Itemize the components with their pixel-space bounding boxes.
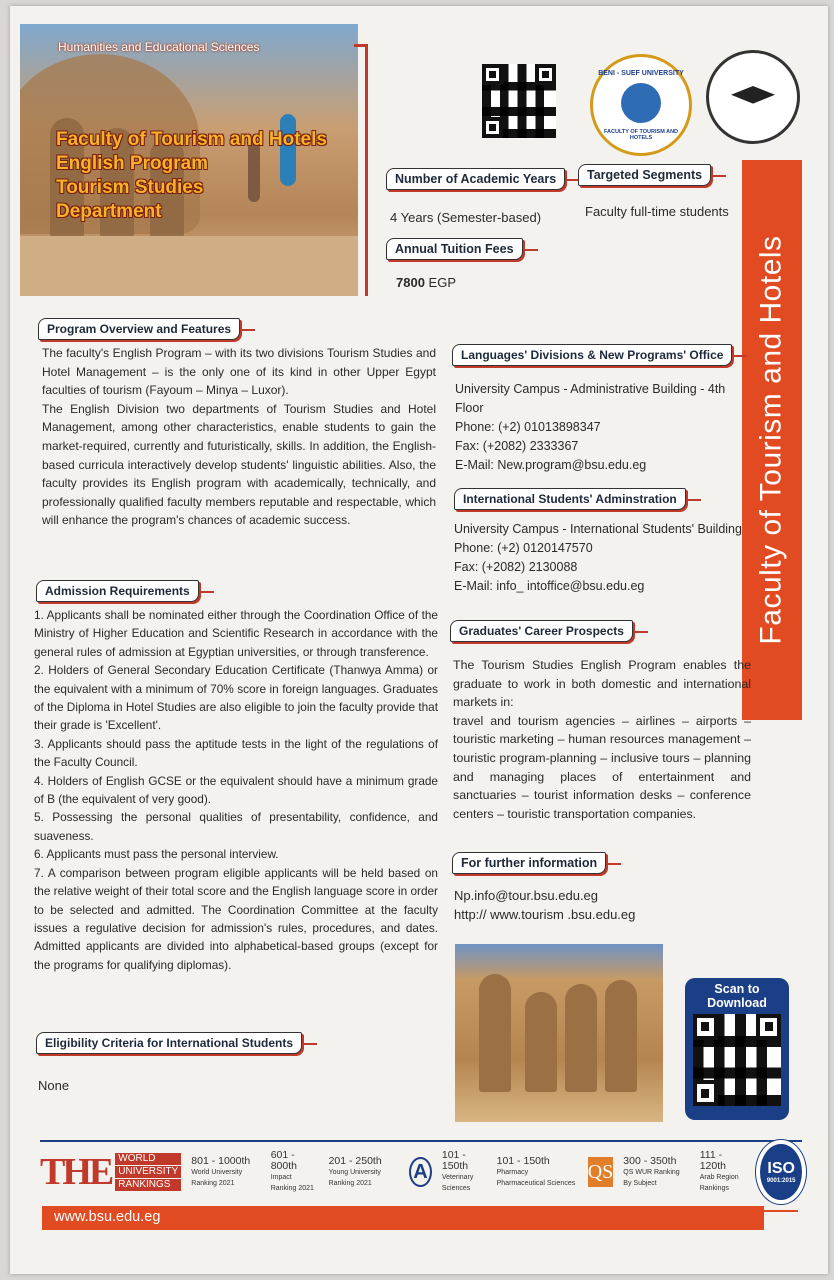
hero-title-line: Department	[56, 201, 162, 222]
download-qr-icon[interactable]	[693, 1014, 781, 1106]
overview-heading: Program Overview and Features	[38, 318, 240, 340]
the-rankings-logo	[40, 1152, 181, 1192]
ranking-item: 201 - 250th Young University Ranking 2021	[328, 1154, 382, 1187]
academic-years-value: 4 Years (Semester-based)	[390, 210, 542, 225]
qr-code-icon[interactable]	[482, 64, 556, 138]
overview-paragraph: The faculty's English Program – with its two divisions Tourism Studies and Hotel Management – is the only one of its kind in other Upper Egypt faculties of tourism (Fayoum – Minya – Luxor).	[42, 346, 436, 398]
scan-label-1: Scan to	[714, 982, 760, 996]
graduation-cap-icon	[731, 86, 775, 108]
faculty-crest-logo	[706, 50, 800, 144]
rankings-bar	[40, 1140, 802, 1202]
intl-fax: Fax: (+2082) 2130088	[454, 560, 578, 574]
admission-item: 6. Applicants must pass the personal interview.	[34, 847, 279, 862]
website-accent-line	[764, 1210, 798, 1212]
admission-item: 5. Possessing the personal qualities of presentability, confidence, and suaveness.	[34, 810, 438, 843]
intl-email[interactable]: E-Mail: info_ intoffice@bsu.edu.eg	[454, 579, 645, 593]
ranking-item: 601 - 800th Impact Ranking 2021	[270, 1149, 314, 1192]
iso-certified-badge	[760, 1144, 802, 1200]
hero-title	[56, 128, 396, 224]
career-list: travel and tourism agencies – airlines – airports – touristic marketing – human resources management – touristic program-planning – inclusive tours – planning and managing places of entertainment and sanctuaries – tourist information desks – conference centers – touristic transportation companies.	[453, 713, 751, 821]
university-logo-text: BENI - SUEF UNIVERSITY	[598, 69, 684, 77]
the-logo-text: THE	[40, 1151, 112, 1193]
tuition-fees-amount: 7800	[396, 275, 425, 290]
academic-years-label: Number of Academic Years	[386, 168, 565, 190]
intl-admin-details	[454, 520, 754, 596]
further-info-heading: For further information	[452, 852, 606, 874]
hero-title-line: Tourism Studies	[56, 177, 204, 198]
ranking-item: 111 - 120th Arab Region Rankings	[699, 1149, 739, 1192]
website-link[interactable]: www.bsu.edu.eg	[42, 1206, 764, 1230]
admission-list	[34, 606, 438, 974]
hero-title-line: English Program	[56, 153, 209, 174]
further-info-email[interactable]: Np.info@tour.bsu.edu.eg	[454, 888, 599, 903]
intl-address: University Campus - International Students' Building	[454, 522, 742, 536]
ranking-item: 801 - 1000th World University Ranking 2021	[191, 1154, 251, 1187]
admission-item: 1. Applicants shall be nominated either through the Coordination Office of the Ministry of Higher Education and Scientific Research in accordance with the general rules of admission at Egyptian universities, or through transference.	[34, 608, 438, 659]
intl-phone: Phone: (+2) 0120147570	[454, 541, 593, 555]
eligibility-heading: Eligibility Criteria for International Students	[36, 1032, 302, 1054]
ranking-item: 101 - 150th Veterinary Sciences	[441, 1149, 474, 1192]
career-text	[453, 656, 751, 823]
eligibility-value: None	[38, 1078, 70, 1093]
career-intro: The Tourism Studies English Program enables the graduate to work in both domestic and international markets in:	[453, 658, 751, 710]
admission-item: 4. Holders of English GCSE or the equivalent should have a minimum grade of B (the equivalent of very good).	[34, 773, 438, 807]
vertical-title: Faculty of Tourism and Hotels	[755, 235, 788, 645]
iso-number: 9001:2015	[766, 1178, 796, 1184]
the-logo-line: RANKINGS	[115, 1179, 181, 1191]
hero-subtitle: Humanities and Educational Sciences	[58, 40, 260, 54]
office-fax: Fax: (+2082) 2333367	[455, 439, 579, 453]
tuition-fees-label: Annual Tuition Fees	[386, 238, 523, 260]
ranking-a-badge-icon: A	[409, 1157, 432, 1187]
admission-item: 3. Applicants should pass the aptitude tests in the light of the regulations of the Faculty Council.	[34, 736, 438, 770]
office-phone: Phone: (+2) 01013898347	[455, 420, 601, 434]
tuition-fees-currency: EGP	[428, 275, 457, 290]
languages-office-details	[455, 380, 745, 475]
ranking-item: 101 - 150th Pharmacy Pharmaceutical Sciences	[496, 1154, 576, 1187]
admission-item: 7. A comparison between program eligible applicants will be held based on the relative weight of their total score and the English language score in order to be selected and admitted. The Coordination Committee at the faculty issues a regulative decision for admission's rules, procedures, and dates. Admitted applicants are divided into alphabetical-based groups (except for the programs for qualifying diplomas).	[34, 865, 438, 972]
tuition-fees-value	[396, 273, 456, 292]
hero-title-line: Faculty of Tourism and Hotels	[56, 129, 327, 150]
globe-icon	[621, 83, 661, 123]
languages-office-heading: Languages' Divisions & New Programs' Office	[452, 344, 732, 366]
targeted-segments-label: Targeted Segments	[578, 164, 711, 186]
faculty-logo-text: FACULTY OF TOURISM AND HOTELS	[603, 128, 679, 141]
office-email[interactable]: E-Mail: New.program@bsu.edu.eg	[455, 458, 647, 472]
admission-heading: Admission Requirements	[36, 580, 199, 602]
qs-badge-icon: QS	[588, 1157, 614, 1187]
overview-paragraph: The English Division two departments of Tourism Studies and Hotel Management, among other characteristics, enable students to gain the market-required, currently and futuristically, skills. In addition, the English-based curricula interactively develop students' linguistic abilities. Also, the faculty provides its English program with academically, technically, and professionally qualified faculty members reputable and respectable, which will enhance the program's chances of academic success.	[42, 401, 436, 528]
targeted-segments-value: Faculty full-time students	[585, 204, 729, 219]
office-address: University Campus - Administrative Building - 4th Floor	[455, 382, 726, 415]
scan-label-2: Download	[707, 996, 767, 1010]
overview-text	[42, 344, 436, 530]
ranking-item: 300 - 350th QS WUR Ranking By Subject	[623, 1154, 680, 1187]
iso-text: ISO	[767, 1160, 795, 1177]
further-info-details	[454, 886, 635, 924]
temple-photo	[455, 944, 663, 1122]
the-logo-line: WORLD	[115, 1153, 181, 1165]
the-logo-line: UNIVERSITY	[115, 1166, 181, 1178]
career-heading: Graduates' Career Prospects	[450, 620, 633, 642]
intl-admin-heading: International Students' Adminstration	[454, 488, 686, 510]
university-logo	[590, 54, 692, 156]
further-info-url[interactable]: http:// www.tourism .bsu.edu.eg	[454, 907, 636, 922]
admission-item: 2. Holders of General Secondary Education Certificate (Thanwya Amma) or the equivalent with a minimum of 70% score in foreign languages. Graduates of the Diploma in Hotel Studies are also eligible to join the faculty provide that their grade is 'Excellent'.	[34, 663, 438, 733]
scan-to-download[interactable]	[685, 978, 789, 1120]
vertical-title-bar	[742, 160, 802, 720]
